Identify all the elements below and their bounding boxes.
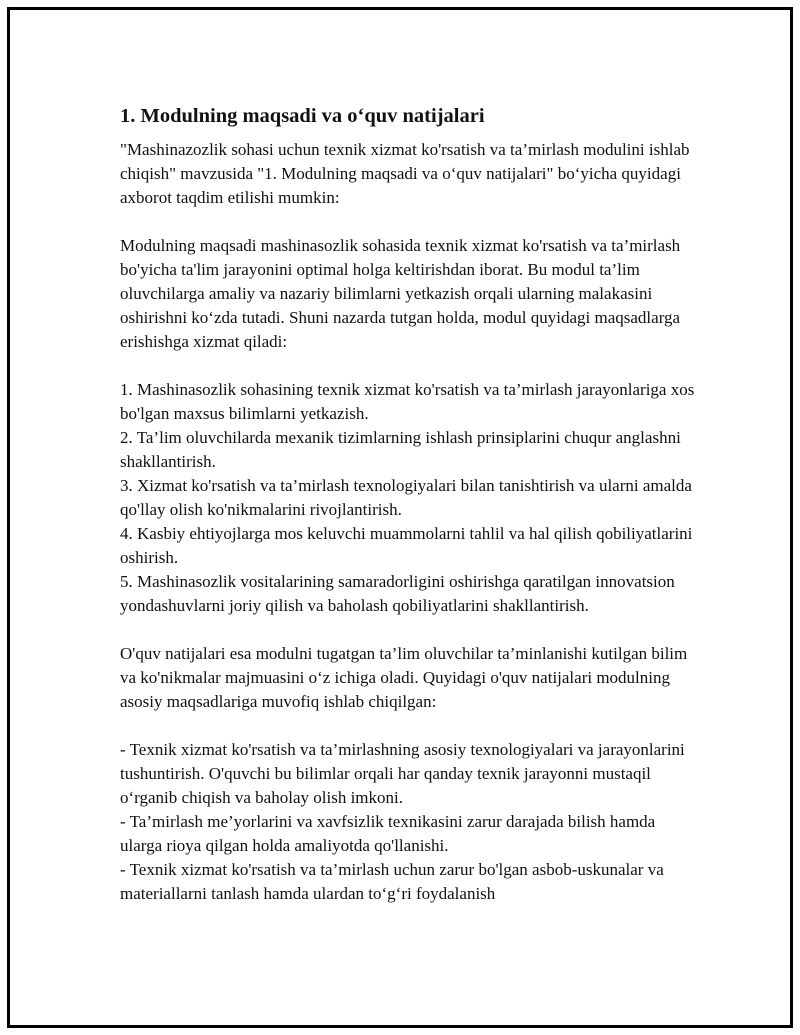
document-body: [120, 102, 700, 906]
goal-item: 1. Mashinasozlik sohasining texnik xizmat ko'rsatish va ta’mirlash jarayonlariga xos bo'lgan maxsus bilimlarni yetkazish.: [120, 380, 695, 423]
goal-item: 3. Xizmat ko'rsatish va ta’mirlash texnologiyalari bilan tanishtirish va ularni amalda qo'llay olish ko'nikmalarini rivojlantirish.: [120, 476, 692, 519]
goals-list: [120, 378, 700, 618]
purpose-paragraph: Modulning maqsadi mashinasozlik sohasida texnik xizmat ko'rsatish va ta’mirlash bo'yicha ta'lim jarayonini optimal holga keltirishdan iborat. Bu modul ta’lim oluvchilarga amaliy va nazariy bilimlarni yetkazish orqali ularning malakasini oshirishni ko‘zda tutadi. Shuni nazarda tutgan holda, modul quyidagi maqsadlarga erishishga xizmat qiladi:: [120, 236, 681, 351]
outcome-item: - Texnik xizmat ko'rsatish va ta’mirlashning asosiy texnologiyalari va jarayonlarini tushuntirish. O'quvchi bu bilimlar orqali har qanday texnik jarayonni mustaqil o‘rganib chiqish va baholay olish imkoni.: [120, 740, 685, 807]
outcomes-list: [120, 738, 700, 906]
outcome-item: - Texnik xizmat ko'rsatish va ta’mirlash uchun zarur bo'lgan asbob-uskunalar va materiallarni tanlash hamda ulardan to‘g‘ri foydalanish: [120, 860, 664, 903]
section-title: 1. Modulning maqsadi va o‘quv natijalari: [120, 105, 485, 127]
outcome-item: - Ta’mirlash me’yorlarini va xavfsizlik texnikasini zarur darajada bilish hamda ularga rioya qilgan holda amaliyotda qo'llanishi.: [120, 812, 656, 855]
intro-paragraph: "Mashinazozlik sohasi uchun texnik xizmat ko'rsatish va ta’mirlash modulini ishlab chiqish" mavzusida "1. Modulning maqsadi va o‘quv natijalari" bo‘yicha quyidagi axborot taqdim etilishi mumkin:: [120, 140, 690, 207]
goal-item: 2. Ta’lim oluvchilarda mexanik tizimlarning ishlash prinsiplarini chuqur anglashni shakllantirish.: [120, 428, 681, 471]
goal-item: 5. Mashinasozlik vositalarining samaradorligini oshirishga qaratilgan innovatsion yondashuvlarni joriy qilish va baholash qobiliyatlarini shakllantirish.: [120, 572, 675, 615]
outcomes-paragraph: O'quv natijalari esa modulni tugatgan ta’lim oluvchilar ta’minlanishi kutilgan bilim va ko'nikmalar majmuasini o‘z ichiga oladi. Quyidagi o'quv natijalari modulning asosiy maqsadlariga muvofiq ishlab chiqilgan:: [120, 644, 688, 711]
page-frame: [7, 7, 793, 1028]
goal-item: 4. Kasbiy ehtiyojlarga mos keluvchi muammolarni tahlil va hal qilish qobiliyatlarini oshirish.: [120, 524, 693, 567]
